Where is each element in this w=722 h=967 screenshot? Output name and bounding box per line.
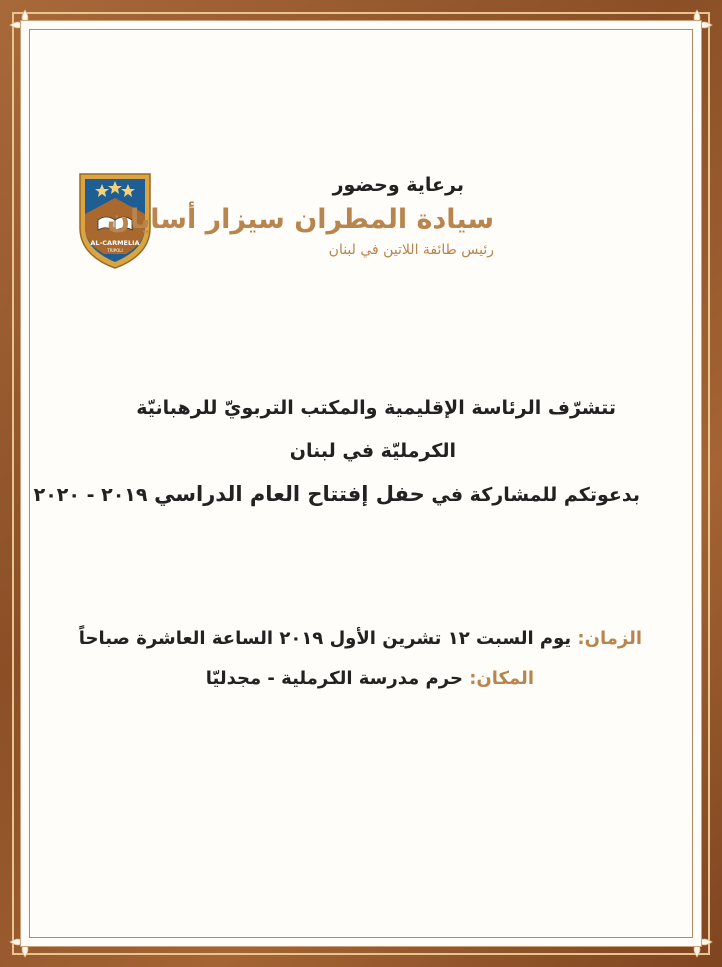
time-row (79, 628, 642, 649)
academic-year: ٢٠١٩ - ٢٠٢٠ (33, 484, 148, 506)
place-label: المكان: (469, 668, 534, 689)
bishop-title: رئيس طائفة اللاتين في لبنان (328, 242, 494, 258)
bishop-name: سيادة المطران سيزار أسايان (106, 204, 494, 235)
place-row (206, 668, 534, 689)
patronage-line: برعاية وحضور (332, 174, 464, 196)
event-name: حفل إفتتاح العام الدراسي (154, 482, 425, 506)
time-label: الزمان: (577, 628, 642, 649)
invitation-prefix: بدعوتكم للمشاركة في (431, 484, 640, 506)
logo-text-sub: TRIPOLI (107, 248, 123, 253)
place-value: حرم مدرسة الكرملية - مجدليّا (205, 668, 463, 689)
invitation-line-1: تتشرّف الرئاسة الإقليمية والمكتب التربويّ للرهبانيّة (136, 397, 616, 419)
invitation-line-3 (34, 482, 640, 506)
invitation-line-2: الكرمليّة في لبنان (289, 440, 456, 462)
logo-text-main: AL-CARMELIA (90, 239, 140, 247)
time-value: يوم السبت ١٢ تشرين الأول ٢٠١٩ الساعة العاشرة صباحاً (78, 628, 572, 649)
